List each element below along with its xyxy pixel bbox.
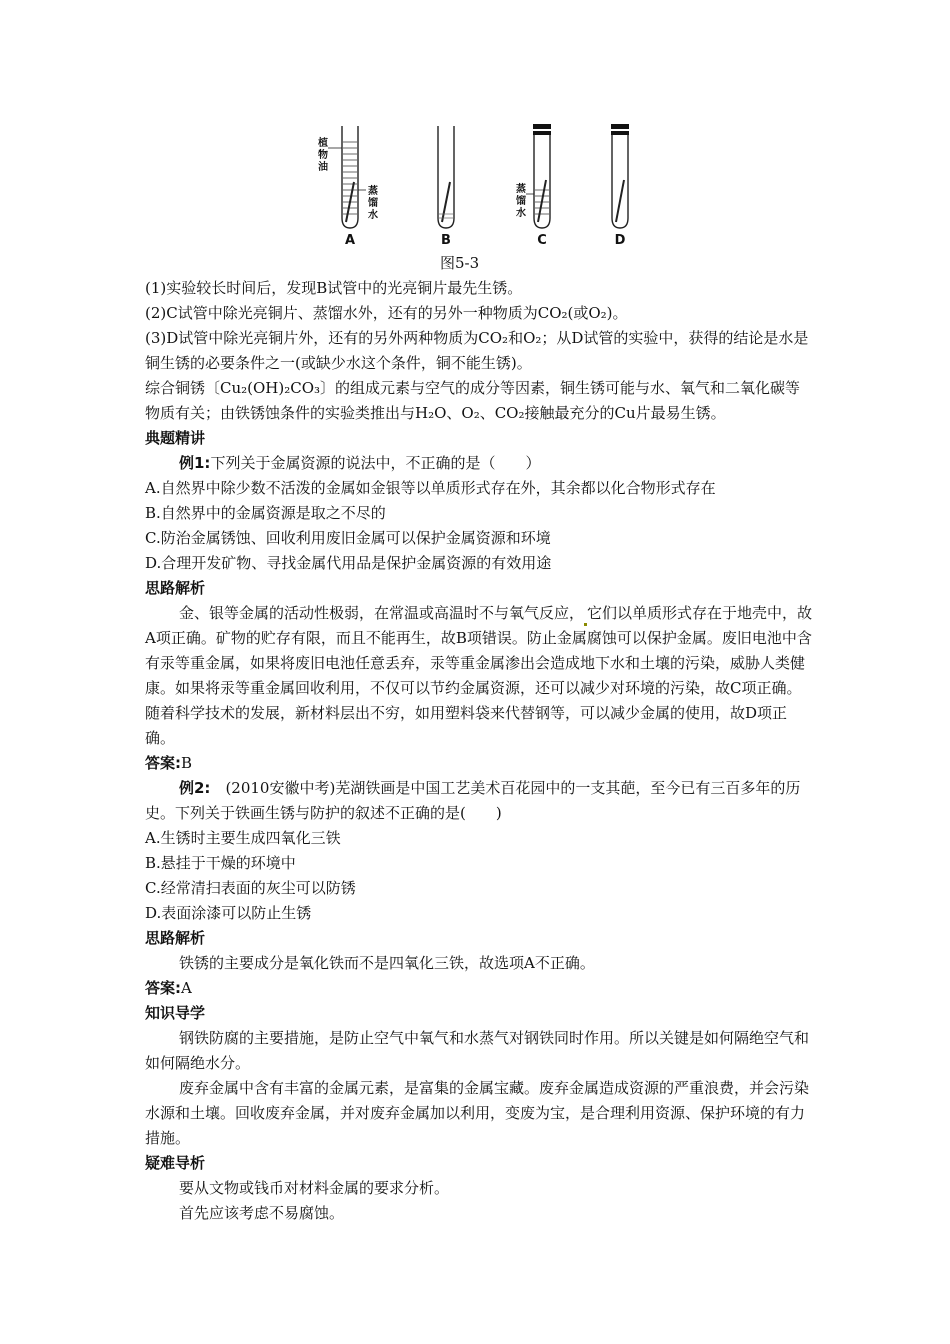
label-oil-2: 物	[318, 150, 328, 161]
example1-option-a: A.自然界中除少数不活泼的金属如金银等以单质形式存在外，其余都以化合物形式存在	[145, 479, 716, 497]
example1-option-c: C.防治金属锈蚀、回收利用废旧金属可以保护金属资源和环境	[145, 529, 551, 547]
tube-a	[328, 126, 366, 228]
example2-analysis-heading: 思路解析	[145, 929, 206, 947]
stray-mark	[584, 623, 587, 626]
example1-label: 例1:	[179, 454, 211, 472]
label-water-a-1: 蒸	[368, 186, 378, 197]
example1-question-text: 下列关于金属资源的说法中，不正确的是（ ）	[210, 454, 541, 472]
label-oil-1: 植	[318, 138, 328, 149]
section-heading-examples: 典题精讲	[145, 429, 206, 447]
example1-option-b: B.自然界中的金属资源是取之不尽的	[145, 504, 386, 522]
example1-answer-value: B	[181, 754, 193, 772]
conclusion-3: (3)D试管中除光亮铜片外，还有的另外两种物质为CO₂和O₂；从D试管的实验中，获得的结论是水是铜生锈的必要条件之一(或缺少水这个条件，铜不能生锈)。	[145, 329, 809, 372]
example1-answer-label: 答案:	[145, 754, 181, 772]
example2-answer	[145, 976, 815, 1001]
example2-answer-label: 答案:	[145, 979, 181, 997]
example1-question	[145, 451, 815, 476]
example2-option-c: C.经常清扫表面的灰尘可以防锈	[145, 879, 356, 897]
figure-caption: 图5-3	[440, 254, 480, 272]
example2-option-a: A.生锈时主要生成四氧化三铁	[145, 829, 341, 847]
label-water-c-3: 水	[516, 208, 526, 219]
example2-question-text: (2010安徽中考)芜湖铁画是中国工艺美术百花园中的一支其葩，至今已有三百多年的历史。下列关于铁画生锈与防护的叙述不正确的是( )	[145, 779, 801, 822]
example1-analysis	[145, 601, 815, 751]
example1-answer	[145, 751, 815, 776]
tube-d	[611, 124, 629, 228]
example2-option-b: B.悬挂于干燥的环境中	[145, 854, 296, 872]
difficulty-paragraph-1: 要从文物或钱币对材料金属的要求分析。	[179, 1179, 450, 1197]
label-water-c-1: 蒸	[516, 184, 526, 195]
conclusion-2: (2)C试管中除光亮铜片、蒸馏水外，还有的另外一种物质为CO₂(或O₂)。	[145, 304, 628, 322]
label-water-a-3: 水	[368, 210, 378, 221]
label-oil-3: 油	[318, 162, 328, 173]
example1-analysis-part2: 它们以单质形式存在于地壳中，故A项正确。矿物的贮存有限，而且不能再生，故B项错误。防止金属腐蚀可以保护金属。废旧电池中含有汞等重金属，如果将废旧电池任意丢弃，汞等重金属渗出会造成地下水和土壤的污染，威胁人类健康。如果将汞等重金属回收利用，不仅可以节约金属资源，还可以减少对环境的污染，故C项正确。随着科学技术的发展，新材料层出不穷，如用塑料袋来代替钢等，可以减少金属的使用，故D项正确。	[145, 604, 813, 747]
label-water-c-2: 馏	[516, 196, 526, 207]
section-heading-knowledge: 知识导学	[145, 1004, 206, 1022]
section-heading-difficulty: 疑难导析	[145, 1154, 206, 1172]
conclusion-1: (1)实验较长时间后，发现B试管中的光亮铜片最先生锈。	[145, 279, 523, 297]
knowledge-paragraph-2: 废弃金属中含有丰富的金属元素，是富集的金属宝藏。废弃金属造成资源的严重浪费，并会污染水源和土壤。回收废弃金属，并对废弃金属加以利用，变废为宝，是合理利用资源、保护环境的有力措施。	[145, 1079, 810, 1147]
example2-answer-value: A	[181, 979, 192, 997]
example1-analysis-heading: 思路解析	[145, 579, 206, 597]
example1-analysis-part1: 金、银等金属的活动性极弱，在常温或高温时不与氧气反应，	[179, 604, 585, 622]
test-tubes-figure	[300, 118, 680, 270]
tube-label-c: C	[537, 233, 547, 248]
conclusion-4: 综合铜锈〔Cu₂(OH)₂CO₃〕的组成元素与空气的成分等因素，铜生锈可能与水、氧气和二氧化碳等物质有关；由铁锈蚀条件的实验类推出与H₂O、O₂、CO₂接触最充分的Cu片最易生锈。	[145, 379, 801, 422]
tube-label-d: D	[614, 233, 626, 248]
tube-b	[438, 126, 454, 228]
tube-label-b: B	[441, 233, 451, 248]
label-water-a-2: 馏	[368, 198, 378, 209]
example2-question	[145, 776, 815, 826]
document-body	[145, 276, 815, 1226]
example2-label: 例2:	[179, 779, 211, 797]
example1-option-d: D.合理开发矿物、寻找金属代用品是保护金属资源的有效用途	[145, 554, 552, 572]
example2-analysis: 铁锈的主要成分是氧化铁而不是四氧化三铁，故选项A不正确。	[179, 954, 595, 972]
tube-label-a: A	[344, 233, 356, 248]
tube-c	[526, 124, 551, 228]
knowledge-paragraph-1: 钢铁防腐的主要措施，是防止空气中氧气和水蒸气对钢铁同时作用。所以关键是如何隔绝空气和如何隔绝水分。	[145, 1029, 810, 1072]
difficulty-paragraph-2: 首先应该考虑不易腐蚀。	[179, 1204, 345, 1222]
example2-option-d: D.表面涂漆可以防止生锈	[145, 904, 312, 922]
